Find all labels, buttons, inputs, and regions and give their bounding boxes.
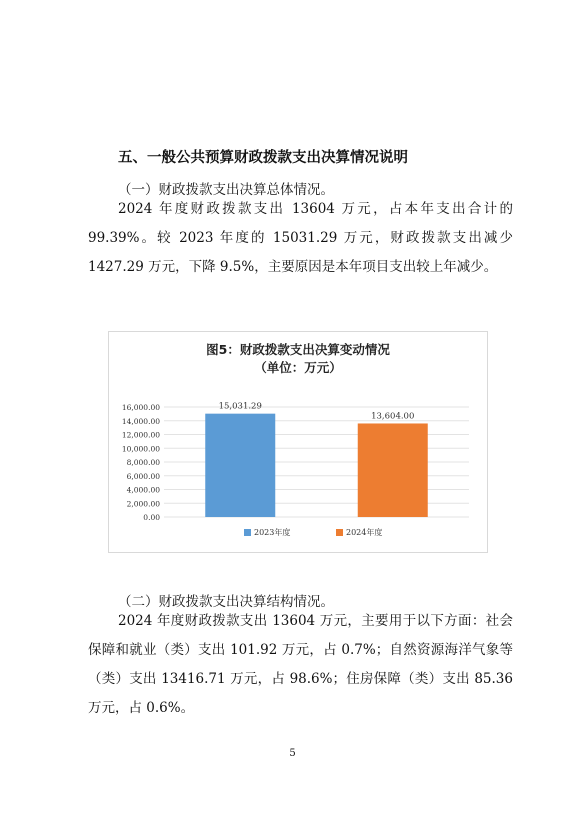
y-tick-label: 6,000.00 xyxy=(126,471,160,481)
bar-2024年度 xyxy=(358,423,428,517)
chart-title: 图5：财政拨款支出决算变动情况 xyxy=(206,342,390,357)
data-label: 15,031.29 xyxy=(218,401,262,412)
y-tick-label: 10,000.00 xyxy=(121,444,160,454)
y-tick-label: 8,000.00 xyxy=(126,458,160,467)
paragraph-overall: 2024 年度财政拨款支出 13604 万元，占本年支出合计的 99.39%。较 2023 年度的 15031.29 万元，财政拨款支出减少 1427.29 万元，下降 9.5%，主要原因是本年项目支出较上年减少。 xyxy=(88,201,513,275)
bar-2023年度 xyxy=(205,414,275,517)
y-tick-label: 0.00 xyxy=(143,513,160,522)
chart-subtitle: （单位：万元） xyxy=(254,360,342,375)
y-tick-label: 2,000.00 xyxy=(126,499,160,509)
legend-label: 2023年度 xyxy=(254,528,291,537)
y-tick-label: 14,000.00 xyxy=(121,416,160,426)
subsection-title-overall: （一）财政拨款支出决算总体情况。 xyxy=(118,182,334,198)
y-tick-label: 4,000.00 xyxy=(126,485,160,495)
legend-swatch xyxy=(336,529,343,536)
chart-container xyxy=(108,331,488,553)
bar-chart xyxy=(109,332,487,552)
y-tick-label: 16,000.00 xyxy=(121,403,160,412)
section-heading: 五、一般公共预算财政拨款支出决算情况说明 xyxy=(118,150,408,166)
legend-label: 2024年度 xyxy=(346,528,383,537)
data-label: 13,604.00 xyxy=(371,411,415,422)
paragraph-structure: 2024 年度财政拨款支出 13604 万元，主要用于以下方面：社会保障和就业（类）支出 101.92 万元，占 0.7%；自然资源海洋气象等（类）支出 13416.71 万元，占 98.6%；住房保障（类）支出 85.36 万元，占 0.6%。 xyxy=(88,613,513,716)
y-tick-label: 12,000.00 xyxy=(121,430,160,440)
legend-swatch xyxy=(244,529,251,536)
page-number: 5 xyxy=(289,748,296,759)
subsection-title-structure: （二）财政拨款支出决算结构情况。 xyxy=(118,594,334,610)
